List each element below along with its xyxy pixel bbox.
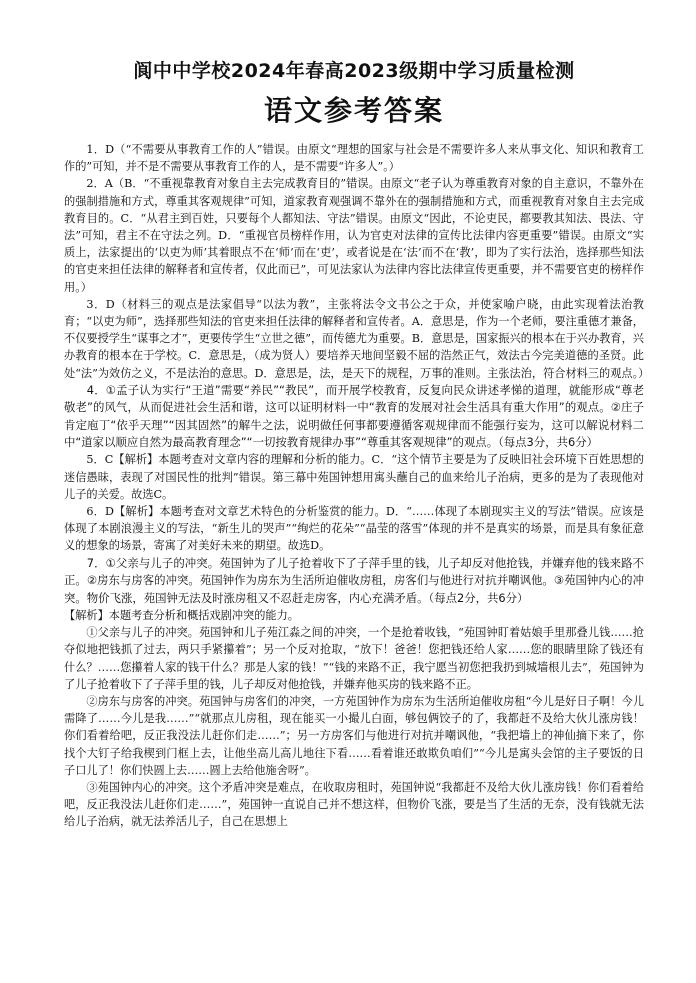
analysis-point-1: ①父亲与儿子的冲突。苑国钟和儿子苑江淼之间的冲突，一个是抢着收钱，“苑国钟盯着姑娘手里那叠儿钱……抢夺似地把钱抓了过去，两只手紧攥着”；另一个反对抢取，“放下！爸爸！您把钱还给人家……您的眼睛里除了钱还有什么？……您攥着人家的钱干什么？那是人家的钱！”“钱的来路不正，我宁愿当初您把我扔到城墙根儿去”，苑国钟为了儿子抢着收下了子萍手里的钱，儿子却反对他抢钱，并嫌弃他买房的钱来路不正。	[64, 626, 644, 691]
answer-6: 6．D【解析】本题考查对文章艺术特色的分析鉴赏的能力。D．“……体现了本剧现实主义的写法”错误。应该是体现了本剧浪漫主义的写法，“新生儿的哭声”“绚烂的花朵”“晶莹的落雪”体现的并不是真实的场景，而是具有象征意义的想象的场景，寄寓了对美好未来的期望。故选D。	[64, 505, 644, 553]
exam-title: 阆中中学校2024年春高2023级期中学习质量检测	[133, 60, 575, 82]
answer-7: 7．①父亲与儿子的冲突。苑国钟为了儿子抢着收下了子萍手里的钱，儿子却反对他抢钱，并嫌弃他的钱来路不正。②房东与房客的冲突。苑国钟作为房东为生活所迫催收房租，房客们与他进行对抗并嘲讽他。③苑国钟内心的冲突。物价飞涨，苑国钟无法及时涨房租又不忍赶走房客，内心充满矛盾。（每点2分，共6分）	[64, 555, 644, 605]
analysis-point-2: ②房东与房客的冲突。苑国钟与房客们的冲突，一方苑国钟作为房东为生活所迫催收房租“今儿是好日子啊！今儿需降了……今儿是我……”“就那点儿房租，现在能买一小撮儿白面，够包俩饺子的了，我都赶不及给大伙儿涨房钱！你们看着给吧，反正我没法儿赶你们走……”；另一方房客们与他进行对抗并嘲讽他，“我把墙上的神仙摘下来了，你找个大钉子给我楔到门框上去，让他坐高儿高儿地往下看……看着谁还敢欺负咱们”“今儿是寓头会馆的主子要饭的日子口儿了！你们快圆上去……圆上去给他施舍呀”。	[64, 694, 644, 777]
analysis-point-3: ③苑国钟内心的冲突。这个矛盾冲突是难点，在收取房租时，苑国钟说“我都赶不及给大伙儿涨房钱！你们看着给吧，反正我没法儿赶你们走……”，苑国钟一直说自己并不想这样，但物价飞涨，要是当了生活的无奈，没有钱就无法给儿子治病，就无法养活儿子，自己在思想上	[64, 780, 644, 829]
answer-5: 5．C【解析】本题考查对文章内容的理解和分析的能力。C．“这个情节主要是为了反映旧社会环境下百姓思想的迷信愚昧，表现了对国民性的批判”错误。第三幕中苑国钟想用寓头蘸自己的血来给儿子治病，更多的是为了表现他对儿子的关爱。故选C。	[64, 453, 644, 501]
answer-2: 2．A（B．“不重视靠教育对象自主去完成教育目的”错误。由原文“老子认为尊重教育对象的自主意识，不靠外在的强制措施和方式，尊重其客观规律”可知，道家教育观强调不靠外在的强制措施和方式，而重视教育对象自主去完成教育目的。C．“从君主到百姓，只要每个人都知法、守法”错误。由原文“因此，不论吏民，都要教其知法、畏法、守法”可知，君主不在守法之列。D．“重视官员榜样作用，认为官吏对法律的宣传比法律内容更重要”错误。由原文“实质上，法家提出的‘以吏为师’其着眼点不在‘师’而在‘吏’，或者说是在‘法’而不在‘教’，即为了实行法治，选择那些知法的官吏来担任法律的解释者和宣传者，仅此而已”，可见法家认为法律内容比法律宣传更重要，并不需要官吏的榜样作用。）	[64, 177, 644, 294]
answer-key-title: 语文参考答案	[263, 94, 444, 127]
answer-3: 3．D（材料三的观点是法家倡导“以法为教”，主张将法令文书公之于众，并使家喻户晓，由此实现着法治教育；“以吏为师”，选择那些知法的官吏来担任法律的解释者和宣传者。A．意思是，作为一个老师，要注重德才兼备，不仅要授学生“谋事之才”，更要传学生“立世之德”，而传德尤为重要。B．意思是，国家振兴的根本在于兴办教育，兴办教育的根本在于学校。C．意思是，（成为贤人）要培养天地间坚毅不屈的浩然正气，效法古今完美道德的圣贤。此处“法”为效仿之义，不是法治的意思。D．意思是，法，是天下的规程，万事的准则。主张法治，符合材料三的观点。）	[64, 297, 650, 380]
answer-4: 4．①孟子认为实行“王道”需要“养民”“教民”，而开展学校教育，反复向民众讲述孝悌的道理，就能形成“尊老敬老”的风气，从而促进社会生活和谐，这可以证明材料一中“教育的发展对社会生活具有重大作用”的观点。②庄子肯定庖丁“依乎天理”“因其固然”的解牛之法，说明做任何事都要遵循客观规律而不能强行妄为，这可以解说材料二中“道家以顺应自然为最高教育理念”“一切按教育规律办事”“尊重其客观规律”的观点。（每点3分，共6分）	[64, 382, 644, 450]
analysis-heading: 【解析】本题考查分析和概括戏剧冲突的能力。	[64, 608, 299, 622]
answer-1: 1．D（“不需要从事教育工作的人”错误。由原文“理想的国家与社会是不需要许多人来从事文化、知识和教育工作的”可知，并不是不需要从事教育工作的人，是不需要“许多人”。）	[64, 143, 644, 174]
